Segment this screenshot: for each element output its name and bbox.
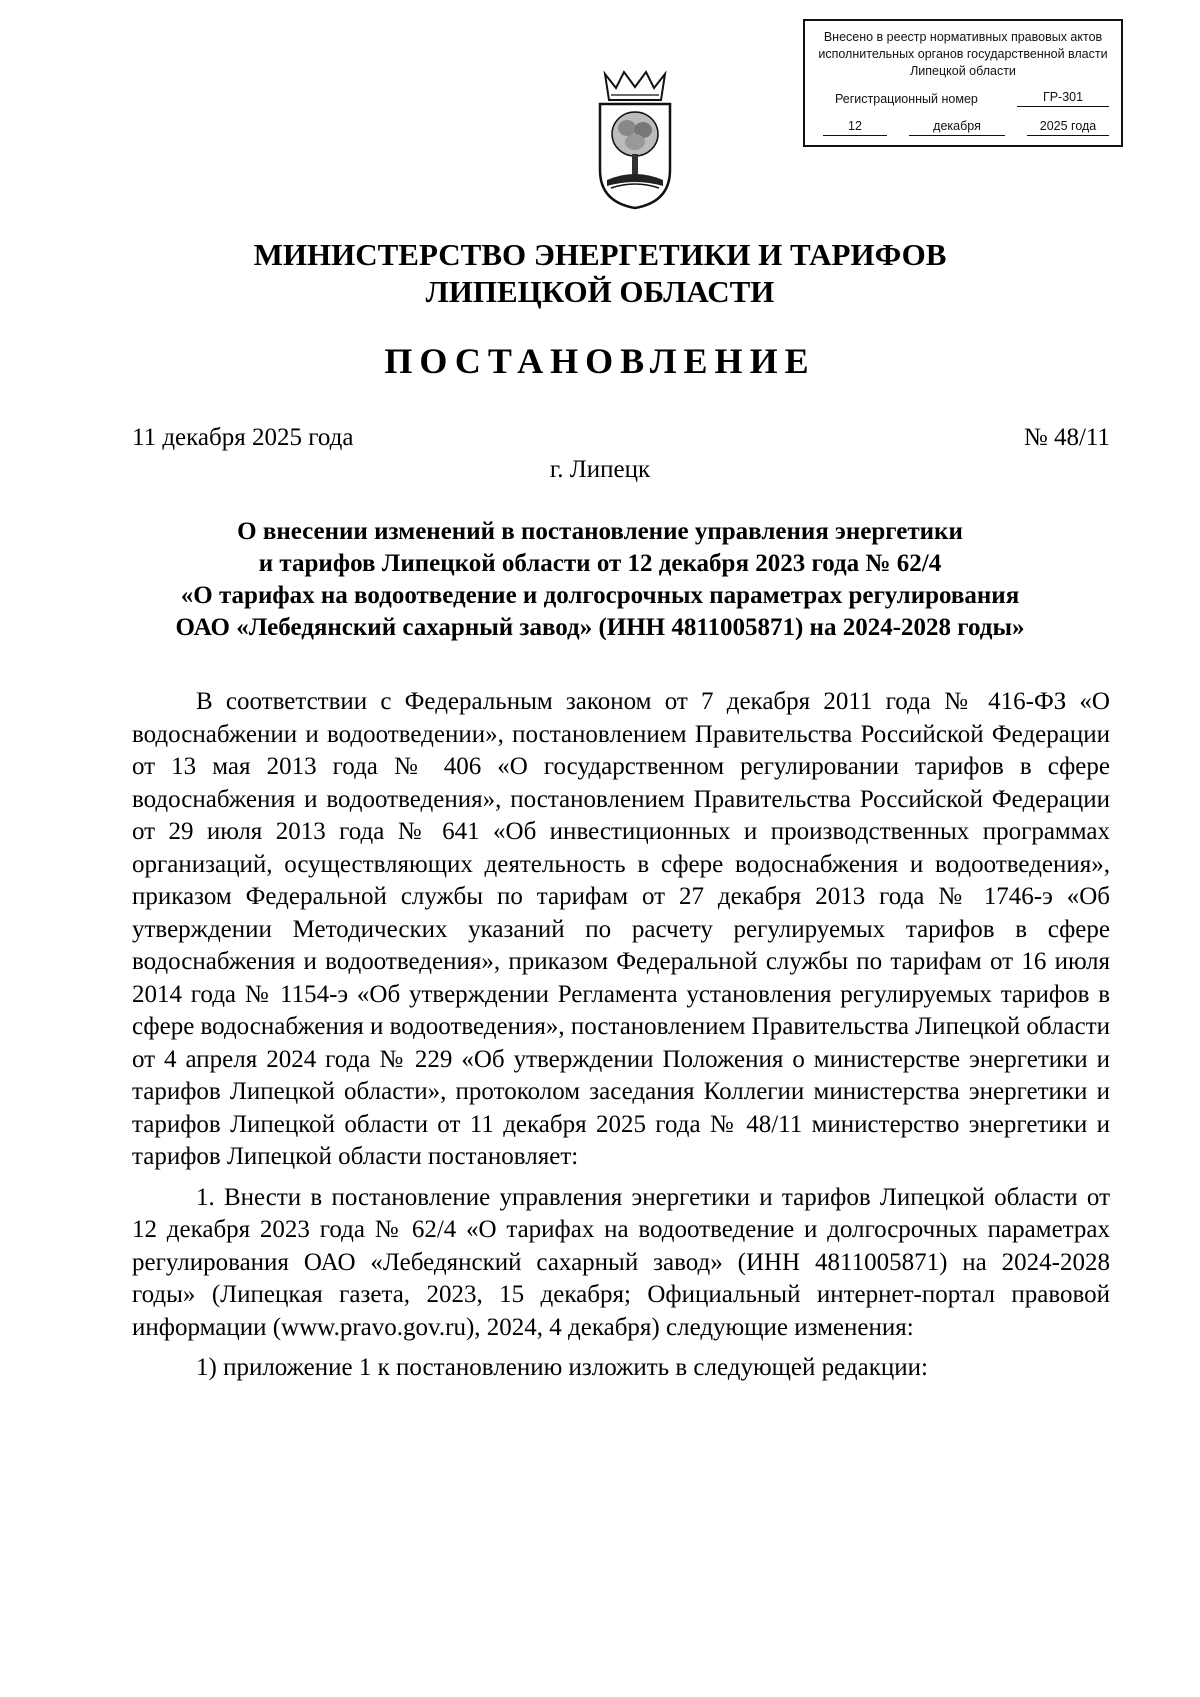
document-title: ПОСТАНОВЛЕНИЕ [384,341,816,381]
item-1-paragraph: 1. Внести в постановление управления энергетики и тарифов Липецкой области от 12 декабря 2023 года № 62/4 «О тарифах на водоотведение и долгосрочных параметрах регулирования ОАО «Лебедянский сахарный завод» (ИНН 4811005871) на 2024-2028 годы» (Липецкая газета, 2023, 15 декабря; Официальный интернет-портал правовой информации (www.pravo.gov.ru), 2024, 4 декабря) следующие изменения: [132,1183,1110,1341]
stamp-reg-number: ГР-301 [1017,89,1109,107]
document-date: 11 декабря 2025 года [132,424,354,451]
stamp-text: Внесено в реестр нормативных правовых актов исполнительных органов государственной власти Липецкой области [818,30,1108,78]
subject-line-2: и тарифов Липецкой области от 12 декабря 2023 года № 62/4 [258,550,942,577]
document-body [132,686,1110,1393]
registry-stamp [803,19,1123,147]
subject-line-3: «О тарифах на водоотведение и долгосрочных параметрах регулирования [180,582,1020,609]
coat-of-arms-icon [597,70,673,212]
ministry-name [0,236,1200,310]
ministry-line-2: ЛИПЕЦКОЙ ОБЛАСТИ [425,274,775,309]
subject-line-1: О внесении изменений в постановление управления энергетики [237,518,963,545]
document-number: № 48/11 [1023,424,1110,451]
stamp-day: 12 [823,118,887,136]
stamp-year: 2025 года [1027,118,1109,136]
date-number-line [132,424,1110,452]
document-subject [0,516,1200,644]
subitem-1-paragraph: 1) приложение 1 к постановлению изложить в следующей редакции: [196,1354,928,1381]
stamp-reg-label: Регистрационный номер [835,92,978,106]
stamp-month: декабря [909,118,1005,136]
preamble-paragraph: В соответствии с Федеральным законом от 7 декабря 2011 года № 416-ФЗ «О водоснабжении и водоотведении», постановлением Правительства Российской Федерации от 13 мая 2013 года № 406 «О государственном регулировании тарифов в сфере водоснабжения и водоотведения», постановлением Правительства Российской Федерации от 29 июля 2013 года № 641 «Об инвестиционных и производственных программах организаций, осуществляющих деятельность в сфере водоснабжения и водоотведения», приказом Федеральной службы по тарифам от 27 декабря 2013 года № 1746-э «Об утверждении Методических указаний по расчету регулируемых тарифов в сфере водоснабжения и водоотведения», приказом Федеральной службы по тарифам от 16 июля 2014 года № 1154-э «Об утверждении Регламента установления регулируемых тарифов в сфере водоснабжения и водоотведения», постановлением Правительства Липецкой области от 4 апреля 2024 года № 229 «Об утверждении Положения о министерстве энергетики и тарифов Липецкой области», протоколом заседания Коллегии министерства энергетики и тарифов Липецкой области от 11 декабря 2025 года № 48/11 министерство энергетики и тарифов Липецкой области постановляет: [132,688,1110,1170]
subject-line-4: ОАО «Лебедянский сахарный завод» (ИНН 4811005871) на 2024-2028 годы» [175,614,1025,641]
ministry-line-1: МИНИСТЕРСТВО ЭНЕРГЕТИКИ И ТАРИФОВ [253,237,947,272]
document-city: г. Липецк [549,456,651,483]
